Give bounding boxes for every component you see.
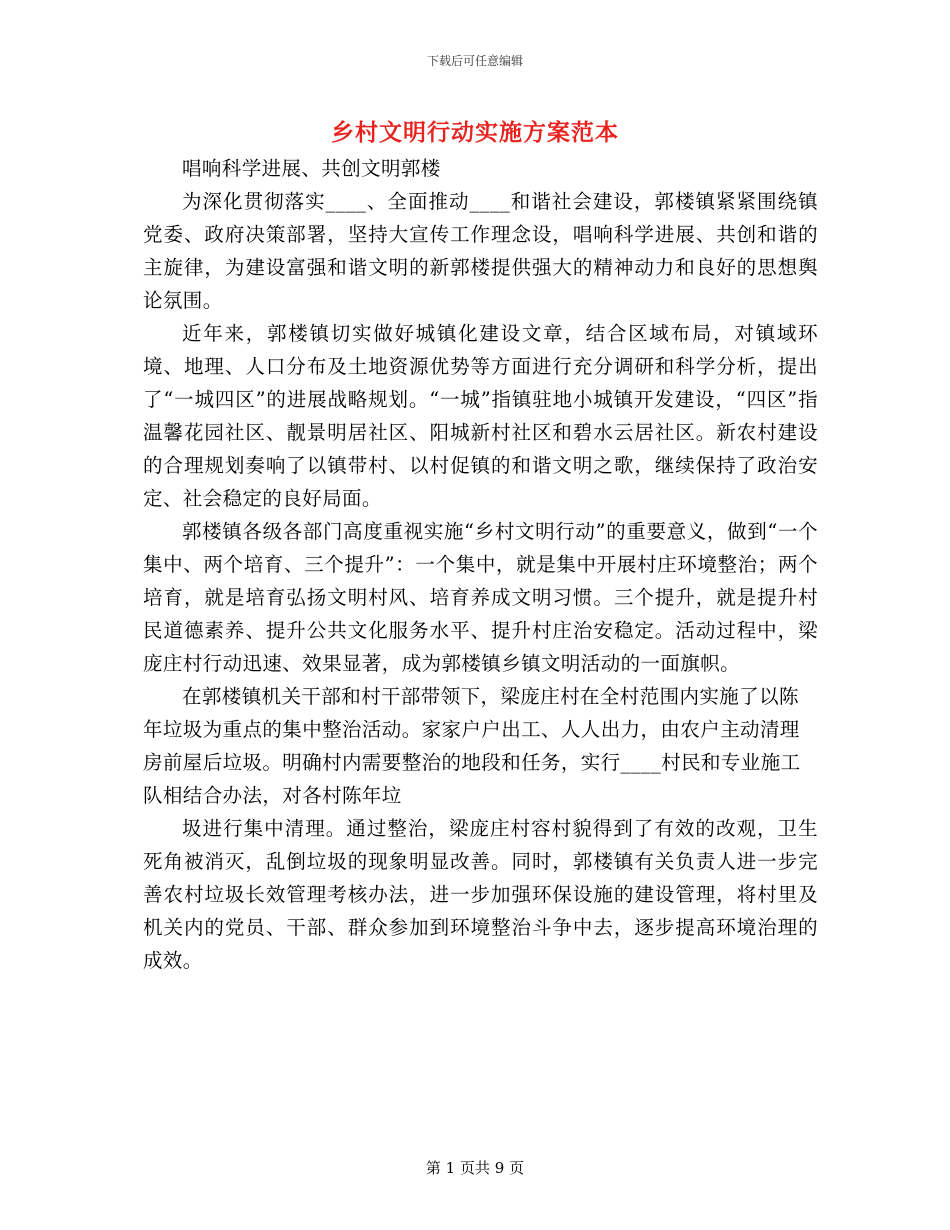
body-paragraph: 在郭楼镇机关干部和村干部带领下，梁庞庄村在全村范围内实施了以陈年垃圾为重点的集中整治活动。家家户户出工、人人出力，由农户主动清理房前屋后垃圾。明确村内需要整治的地段和任务，实行____村民和专业施工队相结合办法，对各村陈年垃: [143, 685, 801, 807]
page-number-footer: 第 1 页共 9 页: [425, 1159, 525, 1177]
body-paragraph: 为深化贯彻落实____、全面推动____和谐社会建设，郭楼镇紧紧围绕镇党委、政府决策部署，坚持大宣传工作理念设，唱响科学进展、共创和谐的主旋律，为建设富强和谐文明的新郭楼提供强大的精神动力和良好的思想舆论氛围。: [143, 190, 818, 312]
page-header-note: 下载后可任意编辑: [426, 54, 523, 68]
body-paragraph: 近年来，郭楼镇切实做好城镇化建设文章，结合区域布局，对镇域环境、地理、人口分布及土地资源优势等方面进行充分调研和科学分析，提出了“一城四区”的进展战略规划。“一城”指镇驻地小城镇开发建设，“四区”指温馨花园社区、靓景明居社区、阳城新村社区和碧水云居社区。新农村建设的合理规划奏响了以镇带村、以村促镇的和谐文明之歌，继续保持了政治安定、社会稳定的良好局面。: [143, 322, 818, 510]
document-title: 乡村文明行动实施方案范本: [331, 119, 619, 146]
body-paragraph: 圾进行集中清理。通过整治，梁庞庄村容村貌得到了有效的改观，卫生死角被消灭，乱倒垃圾的现象明显改善。同时，郭楼镇有关负责人进一步完善农村垃圾长效管理考核办法，进一步加强环保设施的建设管理，将村里及机关内的党员、干部、群众参加到环境整治斗争中去，逐步提高环境治理的成效。: [143, 817, 818, 972]
document-body: [143, 152, 818, 977]
body-paragraph: 郭楼镇各级各部门高度重视实施“乡村文明行动”的重要意义，做到“一个集中、两个培育、三个提升”：一个集中，就是集中开展村庄环境整治；两个培育，就是培育弘扬文明村风、培育养成文明习惯。三个提升，就是提升村民道德素养、提升公共文化服务水平、提升村庄治安稳定。活动过程中，梁庞庄村行动迅速、效果显著，成为郭楼镇乡镇文明活动的一面旗帜。: [143, 520, 818, 675]
subtitle-paragraph: 唱响科学进展、共创文明郭楼: [182, 157, 441, 180]
